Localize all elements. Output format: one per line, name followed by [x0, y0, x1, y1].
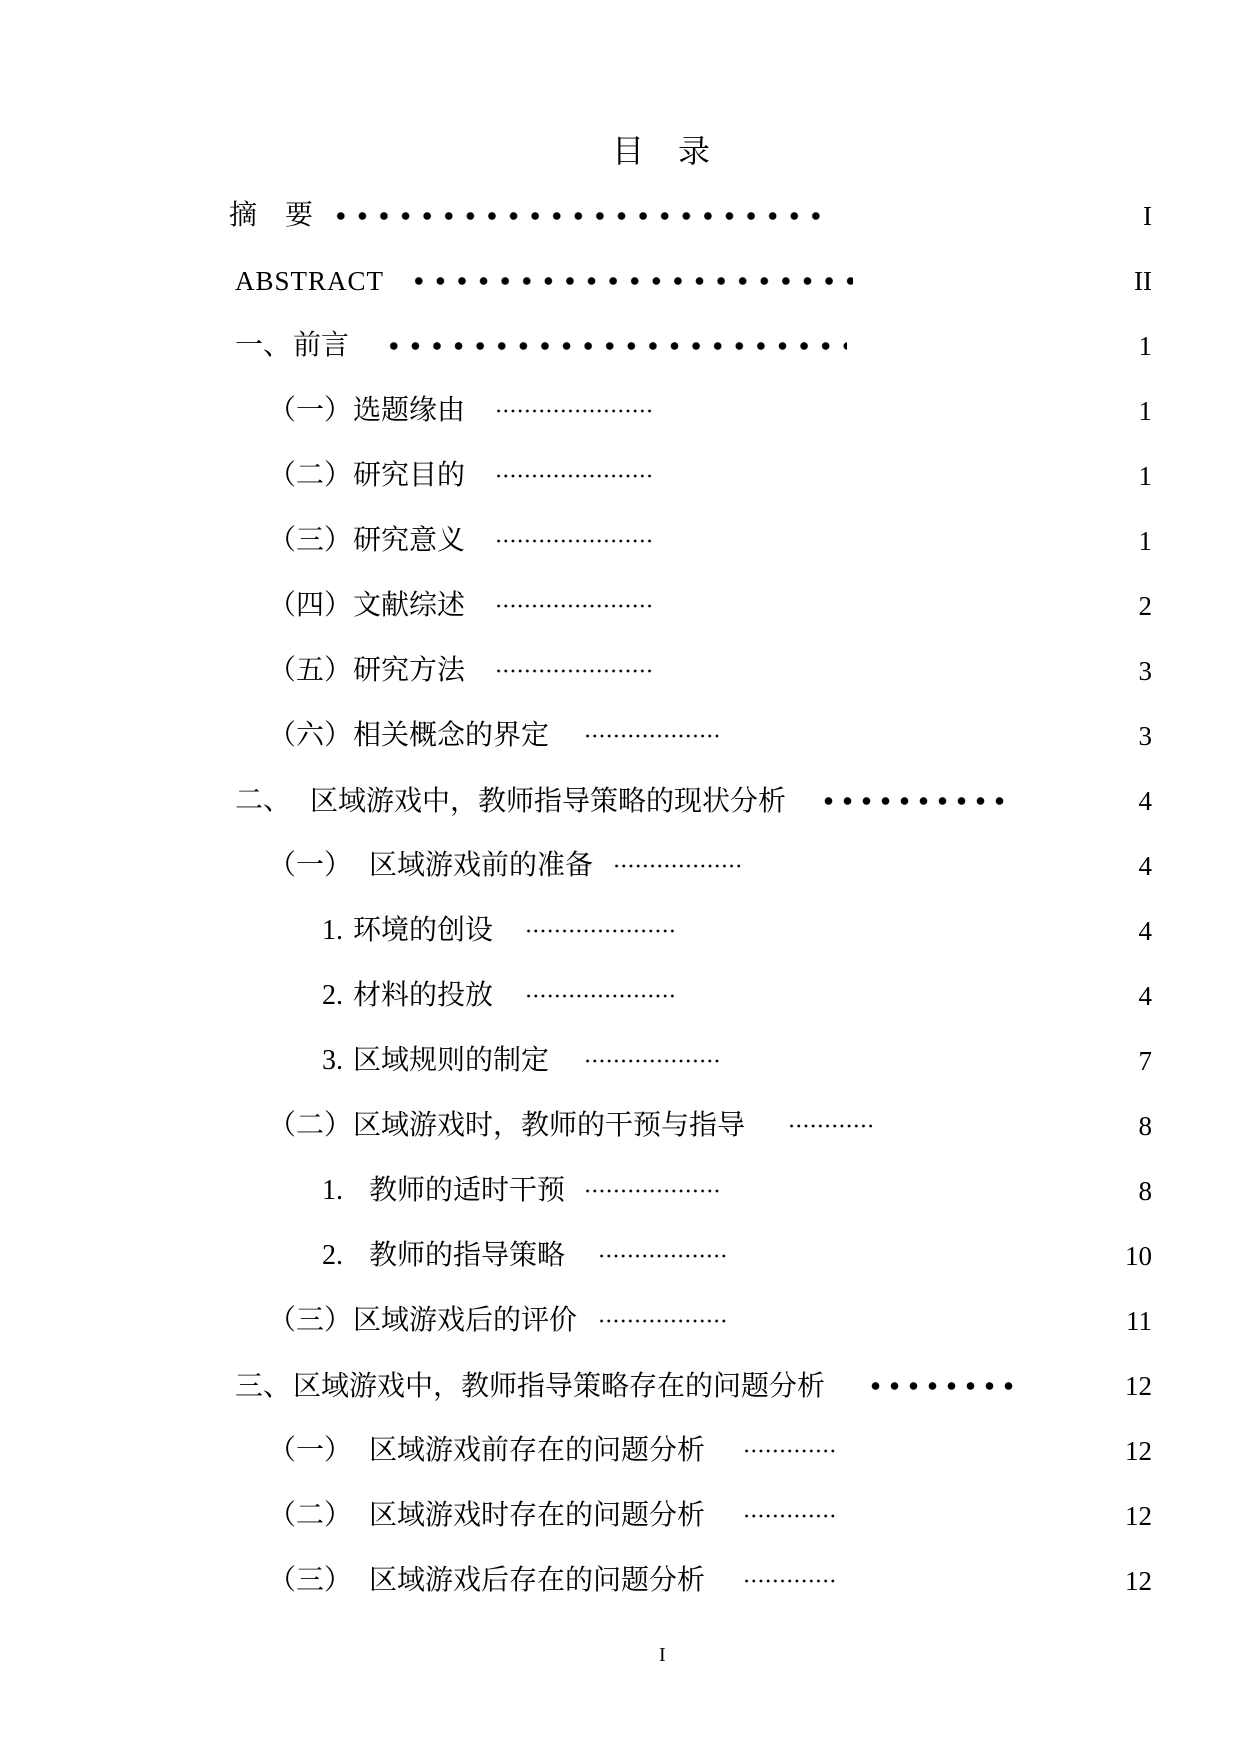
toc-entry-page: 4 [1138, 916, 1152, 946]
toc-entry-page: 12 [1125, 1436, 1152, 1466]
toc-entry [0, 781, 1241, 821]
toc-entry-page: 11 [1126, 1306, 1152, 1336]
toc-entry-page: 1 [1138, 526, 1152, 556]
toc-entry-page: 4 [1138, 981, 1152, 1011]
toc-entry-page: 12 [1125, 1371, 1152, 1401]
toc-entry-page: 1 [1138, 461, 1152, 491]
dot-leader [819, 796, 1012, 806]
toc-entry-number: （一） [268, 395, 353, 426]
toc-entry-number: （三） [268, 525, 353, 556]
dot-leader [495, 668, 654, 674]
toc-entry-page: 4 [1138, 786, 1152, 816]
toc-entry-page: II [1134, 266, 1152, 296]
dot-leader [584, 1188, 719, 1194]
dot-leader [743, 1448, 836, 1454]
toc-entry-page: 12 [1125, 1501, 1152, 1531]
toc-entry-number: （四） [268, 590, 353, 621]
toc-entry-number: （三） [268, 1305, 353, 1336]
toc-entry-title: 区域游戏时，教师的干预与指导 [353, 1110, 746, 1141]
toc-entry [0, 651, 1241, 691]
toc-entry [0, 1431, 1241, 1471]
toc-entry-title: 材料的投放 [353, 980, 494, 1011]
toc-entry-number: （六） [268, 720, 353, 751]
toc-entry-number: 2. [322, 980, 343, 1011]
toc-entry [0, 976, 1241, 1016]
toc-entry-page: 8 [1138, 1111, 1152, 1141]
toc-entry-number: 三、 [235, 1370, 292, 1401]
toc-entry [0, 1301, 1241, 1341]
toc-entry [0, 456, 1241, 496]
toc-entry [0, 326, 1241, 366]
dot-leader [495, 473, 654, 479]
toc-entry-title: 环境的创设 [353, 915, 494, 946]
toc-entry [0, 391, 1241, 431]
toc-entry-number: （三） [268, 1565, 353, 1596]
dot-leader [598, 1253, 727, 1259]
toc-entry-title: 教师的适时干预 [369, 1175, 566, 1206]
toc-entry [0, 1171, 1241, 1211]
toc-entry-number: 1. [322, 1175, 343, 1206]
toc-entry [0, 586, 1241, 626]
toc-entry-title: 相关概念的界定 [353, 720, 550, 751]
dot-leader [383, 341, 847, 351]
toc-entry-title: ABSTRACT [235, 266, 385, 296]
toc-entry-number: （二） [268, 1110, 353, 1141]
toc-entry [0, 846, 1241, 886]
toc-entry-number: 二、 [235, 785, 292, 816]
toc-entry-title: 区域游戏中，教师指导策略存在的问题分析 [293, 1370, 826, 1401]
toc-entry-page: 12 [1125, 1566, 1152, 1596]
toc-entry-title: 研究意义 [353, 525, 466, 556]
footer-page-number: I [659, 1644, 666, 1666]
toc-entry [0, 196, 1241, 236]
toc-entry-number: 1. [322, 915, 343, 946]
dot-leader [495, 538, 654, 544]
toc-entry-page: 8 [1138, 1176, 1152, 1206]
dot-leader [525, 993, 674, 999]
toc-entry [0, 1561, 1241, 1601]
toc-entry [0, 1496, 1241, 1536]
dot-leader [743, 1578, 836, 1584]
dot-leader [408, 276, 853, 286]
toc-entry-number: 3. [322, 1045, 343, 1076]
toc-entry [0, 1236, 1241, 1276]
toc-entry-title: 前言 [293, 330, 350, 361]
dot-leader [598, 1318, 727, 1324]
toc-entry-title: 区域规则的制定 [353, 1045, 550, 1076]
toc-entry [0, 716, 1241, 756]
toc-entry-number: 一、 [235, 330, 292, 361]
toc-entry-number: （二） [268, 1500, 353, 1531]
toc-entry [0, 261, 1241, 301]
toc-entry-title: 区域游戏前的准备 [369, 850, 594, 881]
toc-entry-page: 7 [1138, 1046, 1152, 1076]
toc-entry-number: （一） [268, 1435, 353, 1466]
toc-entry [0, 1366, 1241, 1406]
toc-entry [0, 521, 1241, 561]
toc-entry-title: 区域游戏后的评价 [353, 1305, 578, 1336]
dot-leader [495, 603, 654, 609]
toc-entry-number: （五） [268, 655, 353, 686]
toc-entry-page: 2 [1138, 591, 1152, 621]
toc-entry-page: I [1143, 201, 1152, 231]
dot-leader [743, 1513, 836, 1519]
dot-leader [495, 408, 654, 414]
toc-entry-title: 区域游戏前存在的问题分析 [369, 1435, 706, 1466]
toc-entry-title: 文献综述 [353, 590, 466, 621]
toc-entry-number: 2. [322, 1240, 343, 1271]
toc-entry [0, 1041, 1241, 1081]
dot-leader [866, 1381, 1017, 1391]
toc-entry-title: 研究方法 [353, 655, 466, 686]
toc-entry-title: 区域游戏中，教师指导策略的现状分析 [310, 785, 787, 816]
toc-entry-title: 区域游戏时存在的问题分析 [369, 1500, 706, 1531]
toc-entry-title: 摘 要 [229, 200, 314, 231]
dot-leader [788, 1123, 872, 1129]
toc-entry-title: 区域游戏后存在的问题分析 [369, 1565, 706, 1596]
toc-entry [0, 911, 1241, 951]
toc-entry-title: 选题缘由 [353, 395, 466, 426]
toc-entry-page: 1 [1138, 396, 1152, 426]
toc-entry-number: （一） [268, 850, 353, 881]
toc-entry [0, 1106, 1241, 1146]
toc-entry-page: 4 [1138, 851, 1152, 881]
dot-leader [584, 1058, 719, 1064]
dot-leader [584, 733, 719, 739]
toc-entry-title: 研究目的 [353, 460, 466, 491]
page-title: 目 录 [612, 133, 711, 169]
dot-leader [330, 211, 830, 221]
toc-entry-number: （二） [268, 460, 353, 491]
dot-leader [525, 928, 674, 934]
toc-entry-title: 教师的指导策略 [369, 1240, 566, 1271]
dot-leader [613, 863, 740, 869]
toc-entry-page: 10 [1125, 1241, 1152, 1271]
toc-entry-page: 3 [1138, 656, 1152, 686]
toc-entry-page: 1 [1138, 331, 1152, 361]
toc-entry-page: 3 [1138, 721, 1152, 751]
